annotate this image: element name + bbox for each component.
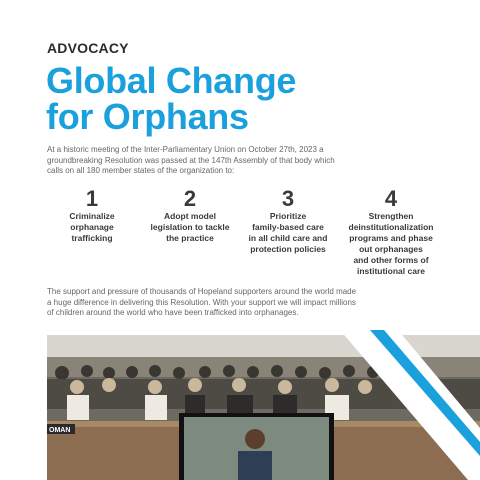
step-description: [240, 211, 336, 255]
step-line: in all child care and: [248, 233, 328, 243]
step-number: 1: [85, 186, 99, 211]
nameplate-label: OMAN: [49, 427, 71, 434]
step-2: [144, 188, 236, 244]
step-3: [240, 188, 336, 255]
step-description: [343, 211, 439, 277]
resolution-steps: [47, 188, 447, 278]
step-number: 4: [384, 186, 398, 211]
step-number: 2: [183, 186, 197, 211]
step-line: Strengthen: [368, 211, 414, 221]
step-line: protection policies: [250, 244, 326, 254]
intro-paragraph: At a historic meeting of the Inter-Parliamentary Union on October 27th, 2023 a groundbreaking Resolution was passed at the 147th Assembly of that body which calls on all 180 member states of the organization to:: [47, 145, 335, 175]
step-line: and other forms of: [353, 255, 429, 265]
assembly-photo-illustration: [47, 335, 480, 480]
outro-paragraph: The support and pressure of thousands of Hopeland supporters around the world made a huge difference in delivering this Resolution. With your support we will impact millions of children around the world who have been trafficked into orphanages.: [47, 287, 357, 317]
step-1: [47, 188, 137, 244]
step-line: trafficking: [71, 233, 113, 243]
step-line: Prioritize: [269, 211, 307, 221]
title-line-1: Global Change: [46, 60, 297, 101]
step-line: orphanage: [70, 222, 114, 232]
step-line: family-based care: [252, 222, 324, 232]
step-number: 3: [281, 186, 295, 211]
step-line: institutional care: [356, 266, 425, 276]
step-line: out orphanages: [359, 244, 423, 254]
step-description: [144, 211, 236, 244]
step-line: programs and phase: [349, 233, 433, 243]
assembly-photo: [47, 335, 480, 480]
step-line: deinstitutionalization: [348, 222, 434, 232]
step-line: legislation to tackle: [150, 222, 230, 232]
step-line: the practice: [166, 233, 214, 243]
section-kicker: ADVOCACY: [47, 40, 129, 56]
title-line-2: for Orphans: [46, 96, 249, 137]
step-line: Adopt model: [164, 211, 216, 221]
page-title: [46, 60, 297, 137]
step-4: [343, 188, 439, 277]
step-description: [47, 211, 137, 244]
step-line: Criminalize: [69, 211, 115, 221]
